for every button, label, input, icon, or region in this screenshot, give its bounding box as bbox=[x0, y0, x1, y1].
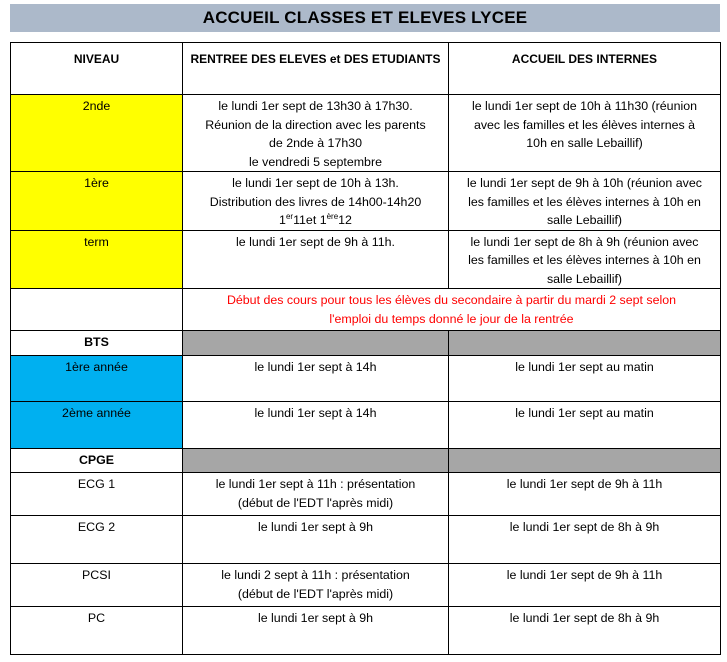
internes-cell: le lundi 1er sept de 10h à 11h30 (réunion avec les familles et les élèves internes à 10h en salle Lebaillif) bbox=[449, 95, 721, 172]
internes-cell: le lundi 1er sept de 8h à 9h (réunion avec les familles et les élèves internes à 10h en salle Lebaillif) bbox=[449, 230, 721, 289]
niveau-cell: PC bbox=[11, 607, 183, 655]
empty-cell bbox=[11, 289, 183, 331]
rentree-cell: le lundi 2 sept à 11h : présentation (début de l'EDT l'après midi) bbox=[183, 564, 449, 607]
internes-cell: le lundi 1er sept de 8h à 9h bbox=[449, 607, 721, 655]
rentree-cell: le lundi 1er sept de 13h30 à 17h30. Réunion de la direction avec les parents de 2nde à 17h30 le vendredi 5 septembre bbox=[183, 95, 449, 172]
section-row-cpge bbox=[11, 449, 721, 473]
section-bar bbox=[183, 331, 449, 356]
section-row-bts bbox=[11, 331, 721, 356]
rentree-cell: le lundi 1er sept à 14h bbox=[183, 356, 449, 402]
header-rentree: RENTREE DES ELEVES et DES ETUDIANTS bbox=[183, 43, 449, 95]
internes-cell: le lundi 1er sept au matin bbox=[449, 356, 721, 402]
section-label-cpge: CPGE bbox=[11, 449, 183, 473]
section-bar bbox=[449, 331, 721, 356]
table-row bbox=[11, 516, 721, 564]
table-row bbox=[11, 230, 721, 289]
internes-cell: le lundi 1er sept au matin bbox=[449, 402, 721, 449]
header-row bbox=[11, 43, 721, 95]
table-row bbox=[11, 356, 721, 402]
rentree-cell: le lundi 1er sept à 14h bbox=[183, 402, 449, 449]
rentree-cell: le lundi 1er sept de 10h à 13h. Distribution des livres de 14h00-14h20 1er11et 1ère12 bbox=[183, 172, 449, 231]
table-row bbox=[11, 402, 721, 449]
niveau-cell: ECG 1 bbox=[11, 473, 183, 516]
header-internes: ACCUEIL DES INTERNES bbox=[449, 43, 721, 95]
notice-row bbox=[11, 289, 721, 331]
page-title: ACCUEIL CLASSES ET ELEVES LYCEE bbox=[10, 4, 720, 32]
table-row bbox=[11, 95, 721, 172]
internes-cell: le lundi 1er sept de 8h à 9h bbox=[449, 516, 721, 564]
niveau-cell: 1ère bbox=[11, 172, 183, 231]
section-label-bts: BTS bbox=[11, 331, 183, 356]
notice-cell: Début des cours pour tous les élèves du secondaire à partir du mardi 2 sept selon l'emploi du temps donné le jour de la rentrée bbox=[183, 289, 721, 331]
niveau-cell: 2nde bbox=[11, 95, 183, 172]
niveau-cell: term bbox=[11, 230, 183, 289]
schedule-table bbox=[10, 42, 721, 655]
niveau-cell: 2ème année bbox=[11, 402, 183, 449]
internes-cell: le lundi 1er sept de 9h à 11h bbox=[449, 564, 721, 607]
header-niveau: NIVEAU bbox=[11, 43, 183, 95]
rentree-cell: le lundi 1er sept à 9h bbox=[183, 607, 449, 655]
table-row bbox=[11, 172, 721, 231]
table-row bbox=[11, 473, 721, 516]
internes-cell: le lundi 1er sept de 9h à 10h (réunion avec les familles et les élèves internes à 10h en salle Lebaillif) bbox=[449, 172, 721, 231]
table-row bbox=[11, 564, 721, 607]
classes-line: 1er11et 1ère12 bbox=[279, 211, 352, 227]
rentree-cell: le lundi 1er sept à 9h bbox=[183, 516, 449, 564]
niveau-cell: ECG 2 bbox=[11, 516, 183, 564]
table-row bbox=[11, 607, 721, 655]
section-bar bbox=[183, 449, 449, 473]
niveau-cell: 1ère année bbox=[11, 356, 183, 402]
rentree-cell: le lundi 1er sept à 11h : présentation (début de l'EDT l'après midi) bbox=[183, 473, 449, 516]
niveau-cell: PCSI bbox=[11, 564, 183, 607]
internes-cell: le lundi 1er sept de 9h à 11h bbox=[449, 473, 721, 516]
rentree-cell: le lundi 1er sept de 9h à 11h. bbox=[183, 230, 449, 289]
section-bar bbox=[449, 449, 721, 473]
